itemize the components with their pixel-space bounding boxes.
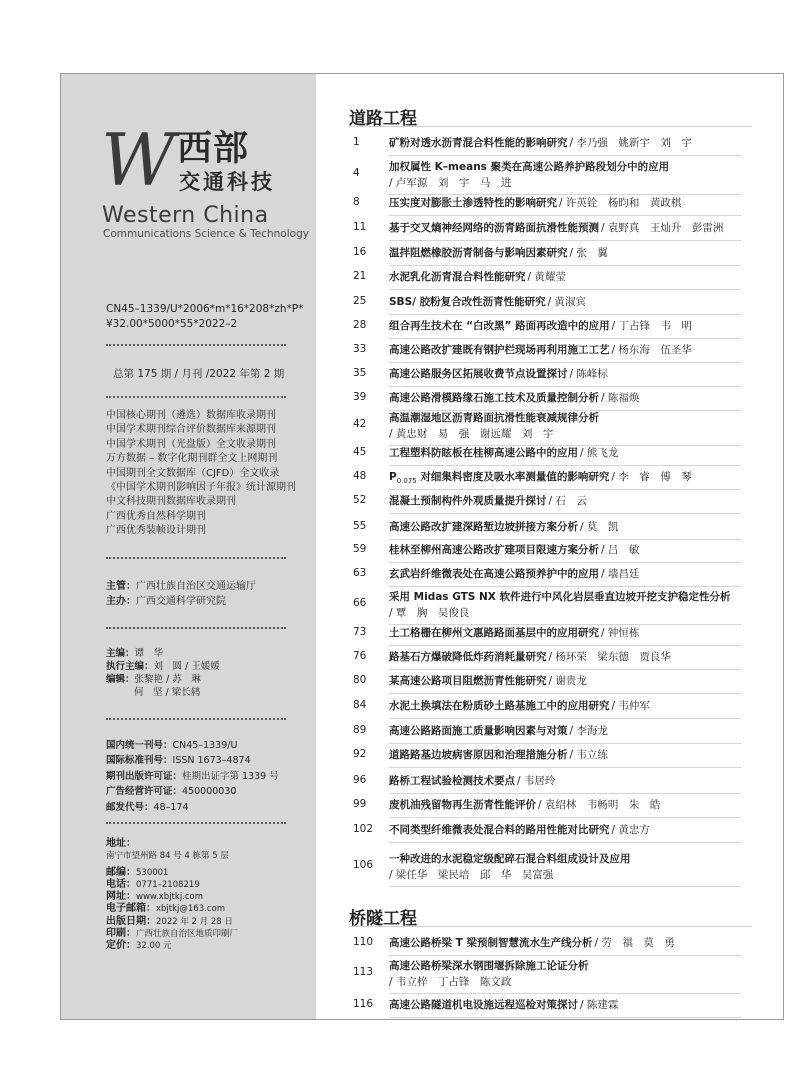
host-line <box>106 594 226 609</box>
toc-title-line <box>389 520 764 534</box>
toc-page-number: 76 <box>353 650 367 662</box>
phone-label: 电话： <box>106 878 136 890</box>
toc-page-number: 92 <box>353 748 367 760</box>
indexing-item: 《中国学术期刊影响因子年报》统计源期刊 <box>106 482 296 494</box>
indexing-item: 广西优秀装帧设计期刊 <box>106 525 206 537</box>
toc-authors: / 石 云 <box>548 495 587 507</box>
toc-rule <box>389 993 741 994</box>
toc-title-line <box>389 446 764 460</box>
issn-label: 国际标准刊号： <box>106 755 173 767</box>
toc-page-number: 55 <box>353 520 367 532</box>
toc-authors: / 黄耀莹 <box>527 271 566 283</box>
zip-value: 530001 <box>136 867 169 878</box>
toc-rule <box>389 539 741 540</box>
toc-title-line <box>389 196 764 210</box>
chief-editor-label: 主编： <box>106 648 135 659</box>
toc-authors: / 李 睿 傅 琴 <box>611 471 692 483</box>
toc-page-number: 21 <box>353 270 367 282</box>
section-title: 桥隧工程 <box>349 909 417 929</box>
toc-authors: / 黄忠财 易 强 谢远耀 刘 宇 <box>389 428 554 440</box>
toc-title: 温拌阻燃橡胶沥青制备与影响因素研究 <box>389 247 568 259</box>
host-value: 广西交通科学研究院 <box>136 596 226 607</box>
toc-authors: / 钟恒栋 <box>601 627 640 639</box>
toc-page-number: 4 <box>353 167 360 179</box>
pub-date-value: 2022 年 2 月 28 日 <box>156 916 233 927</box>
indexing-item: 中国期刊全文数据库（CJFD）全文收录 <box>106 467 280 479</box>
toc-page-number: 45 <box>353 446 367 458</box>
toc-title: 基于交叉熵神经网络的沥青路面抗滑性能预测 <box>389 222 599 234</box>
toc-title-line <box>389 674 764 688</box>
editor-label: 编辑： <box>106 674 135 685</box>
toc-title: 组合再生技术在 “白改黑” 路面再改造中的应用 <box>389 320 610 332</box>
divider <box>106 822 286 824</box>
toc-title: 高速公路改扩建既有钢护栏现场再利用施工工艺 <box>389 344 610 356</box>
toc-authors: / 陈峰标 <box>569 368 608 380</box>
website-label: 网址： <box>106 891 136 903</box>
toc-title-line <box>389 160 764 174</box>
toc-page-number: 11 <box>353 221 367 233</box>
price-label: 定价： <box>106 940 136 952</box>
toc-page-number: 25 <box>353 295 367 307</box>
editorial-staff <box>106 647 220 699</box>
indexing-list <box>106 409 296 539</box>
toc-rule <box>389 645 741 646</box>
section-rule <box>349 126 752 127</box>
toc-title-line <box>389 343 764 357</box>
toc-title: 高速公路改扩建深路堑边坡拼接方案分析 <box>389 521 578 533</box>
toc-rule <box>389 489 741 490</box>
email-label: 电子邮箱： <box>106 903 156 915</box>
toc-authors: / 覃 胸 吴俊良 <box>389 607 470 619</box>
toc-title-line <box>389 626 764 640</box>
toc-title-line <box>389 246 764 260</box>
toc-title-line <box>389 270 764 284</box>
divider <box>106 718 286 720</box>
toc-title: 采用 Midas GTS NX 软件进行中风化岩层垂直边坡开挖支护稳定性分析 <box>389 591 731 603</box>
toc-authors: / 莫 凯 <box>580 521 619 533</box>
logo-name-en: Western China <box>102 203 269 228</box>
toc-page-number: 66 <box>353 597 367 609</box>
toc-title: 高速公路服务区拓展收费节点设置探讨 <box>389 368 568 380</box>
toc-title: 土工格栅在柳州文惠路路面基层中的应用研究 <box>389 627 599 639</box>
toc-title-line <box>389 391 764 405</box>
postal-code-label: 邮发代号： <box>106 801 154 813</box>
toc-page-number: 1 <box>353 136 360 148</box>
toc-authors: / 李乃强 姚新宇 刘 宇 <box>569 137 692 149</box>
toc-title-line <box>389 998 764 1012</box>
toc-rule <box>389 955 741 956</box>
toc-title: 混凝土预制构件外观质量提升探讨 <box>389 495 547 507</box>
journal-logo <box>101 118 311 254</box>
divider <box>106 627 286 629</box>
toc-rule <box>389 842 741 843</box>
toc-rule <box>389 465 741 466</box>
table-of-contents <box>316 74 783 1019</box>
toc-title: SBS/ 胶粉复合改性沥青性能研究 <box>389 296 546 308</box>
toc-title-line <box>389 699 764 713</box>
toc-title-line <box>389 959 764 973</box>
toc-authors: / 韦立梓 丁占锋 陈文政 <box>389 976 512 988</box>
toc-page-number: 35 <box>353 367 367 379</box>
toc-title-line <box>389 936 764 950</box>
printer-label: 印刷： <box>106 928 136 940</box>
logo-subname-cn: 交通科技 <box>179 170 275 194</box>
toc-page-number: 59 <box>353 543 367 555</box>
logo-mark: W <box>101 118 176 202</box>
divider <box>106 344 286 346</box>
toc-authors: / 吕 敏 <box>601 544 640 556</box>
toc-page-number: 113 <box>353 966 374 978</box>
toc-title-line <box>389 567 764 581</box>
toc-page-number: 28 <box>353 319 367 331</box>
postal-code-value: 48–174 <box>153 801 189 813</box>
divider <box>106 557 286 559</box>
toc-title: 水泥土换填法在粉质砂土路基施工中的应用研究 <box>389 700 610 712</box>
toc-rule <box>389 314 741 315</box>
toc-title: 高速公路隧道机电设施远程巡检对策探讨 <box>389 999 578 1011</box>
logo-subname-en: Communications Science & Technology <box>103 228 309 240</box>
toc-title: 高速公路路面施工质量影响因素与对策 <box>389 725 568 737</box>
page-frame <box>60 73 784 1020</box>
sponsor-value: 广西壮族自治区交通运输厅 <box>136 581 256 592</box>
toc-title-line <box>389 590 764 604</box>
toc-authors: / 陈建霖 <box>580 999 619 1011</box>
toc-title: 高温潮湿地区沥青路面抗滑性能衰减规律分析 <box>389 412 599 424</box>
toc-authors: / 黄淑宾 <box>547 296 587 308</box>
toc-page-number: 42 <box>353 418 367 430</box>
permit-value: 桂期出证字第 1339 号 <box>182 770 279 782</box>
toc-rule <box>389 586 741 587</box>
printer-value: 广西壮族自治区地质印刷厂 <box>136 929 239 940</box>
indexing-item: 万方数据 – 数字化期刊群全文上网期刊 <box>106 453 278 465</box>
toc-rule <box>389 386 741 387</box>
toc-page-number: 80 <box>353 674 367 686</box>
toc-rule <box>389 155 741 156</box>
section-title: 道路工程 <box>349 109 417 129</box>
toc-authors: / 黄忠方 <box>611 824 650 836</box>
toc-title-line <box>389 543 764 557</box>
toc-authors: / 卢军源 刘 宇 马 进 <box>389 177 512 189</box>
toc-rule <box>389 743 741 744</box>
pub-date-label: 出版日期： <box>106 915 156 927</box>
toc-page-number: 89 <box>353 724 367 736</box>
section-rule <box>349 926 752 927</box>
toc-authors: / 张 翼 <box>569 247 608 259</box>
toc-rule <box>389 767 741 768</box>
toc-title-line <box>389 411 764 425</box>
toc-rule <box>389 215 741 216</box>
toc-rule <box>389 817 741 818</box>
cn-label: 国内统一刊号： <box>106 740 173 751</box>
exec-editor-value: 刘 圆 / 王媛媛 <box>153 661 220 672</box>
toc-title-subscript: 0.075 <box>396 477 417 486</box>
toc-authors: / 丁占锋 韦 明 <box>611 320 692 332</box>
toc-rule <box>389 362 741 363</box>
toc-title: 路桥工程试验检测技术要点 <box>389 775 515 787</box>
permit-label: 期刊出版许可证： <box>106 770 183 782</box>
exec-editor-label: 执行主编： <box>106 661 154 672</box>
toc-rule <box>389 624 741 625</box>
toc-rule <box>389 562 741 563</box>
toc-rule <box>389 793 741 794</box>
toc-rule <box>389 265 741 266</box>
toc-authors: / 许英铨 杨昀和 黄政棋 <box>559 197 682 209</box>
toc-page-number: 99 <box>353 798 367 810</box>
toc-authors: / 劳 祺 莫 勇 <box>594 937 675 949</box>
toc-page-number: 102 <box>353 823 374 835</box>
toc-rule <box>389 693 741 694</box>
sponsor-line <box>106 579 256 594</box>
toc-title-line <box>389 852 764 866</box>
toc-rule <box>389 240 741 241</box>
toc-authors: / 袁绍林 韦畅明 朱 皓 <box>538 799 661 811</box>
toc-authors: / 韦立练 <box>569 749 608 761</box>
chief-editor-value: 谭 华 <box>134 648 164 659</box>
toc-title-line <box>389 367 764 381</box>
toc-authors: / 梁任华 梁民培 邱 华 吴富强 <box>389 869 554 881</box>
toc-page-number: 48 <box>353 470 367 482</box>
toc-rule <box>389 718 741 719</box>
toc-rule <box>389 669 741 670</box>
toc-title-line <box>389 494 764 508</box>
masthead-panel <box>61 74 316 1019</box>
toc-rule <box>389 194 741 195</box>
toc-authors: / 袁野真 王灿升 彭雷洲 <box>601 222 724 234</box>
toc-page-number: 110 <box>353 936 374 948</box>
toc-title-line <box>389 650 764 664</box>
toc-rule <box>389 513 741 514</box>
toc-page-number: 16 <box>353 246 367 258</box>
toc-authors: / 杨环荣 梁东德 贾良华 <box>548 651 671 663</box>
toc-title-line <box>389 470 764 488</box>
toc-title-line <box>389 295 764 309</box>
email-link[interactable]: xbjtkj@163.com <box>156 904 225 915</box>
toc-title-line <box>389 136 764 150</box>
cn-value: CN45–1339/U <box>172 740 238 751</box>
toc-authors: / 李海龙 <box>569 725 608 737</box>
toc-title-line <box>389 724 764 738</box>
toc-page-number: 8 <box>353 196 360 208</box>
indexing-item: 中国学术期刊综合评价数据库来源期刊 <box>106 424 276 436</box>
catalog-code <box>106 302 303 332</box>
toc-authors: / 陈福焕 <box>601 392 640 404</box>
toc-title: 加权属性 K–means 聚类在高速公路养护路段划分中的应用 <box>389 161 670 173</box>
toc-title-line <box>389 798 764 812</box>
host-label: 主办： <box>106 596 136 607</box>
toc-authors: / 韦居玲 <box>517 775 556 787</box>
toc-page-number: 106 <box>353 859 374 871</box>
toc-title: 对细集料密度及吸水率测量值的影响研究 <box>416 471 610 483</box>
toc-title: 某高速公路项目阻燃沥青性能研究 <box>389 675 547 687</box>
toc-title: 废机油残留物再生沥青性能评价 <box>389 799 536 811</box>
address-value: 南宁市望州路 84 号 4 栋第 5 层 <box>106 851 229 862</box>
toc-title: 压实度对膨胀土渗透特性的影响研究 <box>389 197 557 209</box>
toc-title: 工程塑料防眩板在桂柳高速公路中的应用 <box>389 447 578 459</box>
toc-title: 水泥乳化沥青混合料性能研究 <box>389 271 526 283</box>
toc-page-number: 52 <box>353 494 367 506</box>
toc-page-number: 63 <box>353 567 367 579</box>
toc-page-number: 116 <box>353 998 374 1010</box>
toc-rule <box>389 338 741 339</box>
volume-line: 总第 175 期 / 月刊 /2022 年第 2 期 <box>113 368 285 380</box>
issn-value: ISSN 1673–4874 <box>172 755 251 767</box>
toc-rule <box>389 289 741 290</box>
publication-info <box>106 738 279 815</box>
logo-name-cn: 西部 <box>177 129 250 169</box>
ad-permit-value: 450000030 <box>182 786 237 798</box>
sponsor-label: 主管： <box>106 581 136 592</box>
indexing-item: 广西优秀自然科学期刊 <box>106 510 206 522</box>
toc-page-number: 96 <box>353 774 367 786</box>
toc-title-line <box>389 319 764 333</box>
toc-title: 玄武岩纤维微表处在高速公路预养护中的应用 <box>389 568 599 580</box>
phone-value: 0771–2108219 <box>136 879 200 890</box>
toc-authors: / 杨东海 伍圣华 <box>611 344 692 356</box>
website-link[interactable]: www.xbjtkj.com <box>136 892 204 903</box>
toc-page-number: 39 <box>353 391 367 403</box>
toc-authors: / 熊飞龙 <box>580 447 619 459</box>
zip-label: 邮编： <box>106 866 136 878</box>
toc-title: 高速公路桥梁深水钢围堰拆除施工论证分析 <box>389 960 589 972</box>
toc-title-line <box>389 748 764 762</box>
toc-rule <box>389 1017 741 1018</box>
catalog-code-line: CN45–1339/U*2006*m*16*208*zh*P* <box>106 303 304 315</box>
indexing-item: 中国学术期刊（光盘版）全文收录期刊 <box>106 438 276 450</box>
toc-title: 矿粉对透水沥青混合料性能的影响研究 <box>389 137 568 149</box>
toc-page-number: 84 <box>353 699 367 711</box>
toc-title-prefix: P <box>389 471 397 483</box>
price-value: 32.00 元 <box>136 941 172 952</box>
toc-authors: / 墙昌廷 <box>601 568 640 580</box>
toc-title-line <box>389 774 764 788</box>
toc-title: 高速公路桥梁 T 梁预制智慧流水生产线分析 <box>389 937 593 949</box>
toc-title: 道路路基边坡病害原因和治理措施分析 <box>389 749 568 761</box>
indexing-item: 中国核心期刊（遴选）数据库收录期刊 <box>106 410 276 421</box>
toc-page-number: 33 <box>353 343 367 355</box>
toc-page-number: 73 <box>353 626 367 638</box>
toc-title: 路基石方爆破降低炸药消耗量研究 <box>389 651 547 663</box>
toc-title: 高速公路滑模路缘石施工技术及质量控制分析 <box>389 392 599 404</box>
address-label: 地址： <box>106 838 136 849</box>
catalog-code-line: ¥32.00*5000*55*2022–2 <box>106 318 238 330</box>
toc-title: 桂林至柳州高速公路改扩建项目限速方案分析 <box>389 544 599 556</box>
toc-title-line <box>389 823 764 837</box>
toc-rule <box>389 886 741 887</box>
toc-title: 一种改进的水泥稳定级配碎石混合料组成设计及应用 <box>389 853 631 865</box>
indexing-item: 中文科技期刊数据库收录期刊 <box>106 496 236 508</box>
toc-title: 不同类型纤维微表处混合料的路用性能对比研究 <box>389 824 610 836</box>
toc-title-line <box>389 221 764 235</box>
contact-info <box>106 838 238 953</box>
divider <box>106 396 286 398</box>
toc-authors: / 韦仲军 <box>611 700 650 712</box>
toc-authors: / 谢贵龙 <box>548 675 587 687</box>
editor-value-2: 何 坚 / 梁长鸫 <box>134 687 201 698</box>
ad-permit-label: 广告经营许可证： <box>106 786 183 798</box>
editor-value: 张黎艳 / 苏 琳 <box>134 674 201 685</box>
